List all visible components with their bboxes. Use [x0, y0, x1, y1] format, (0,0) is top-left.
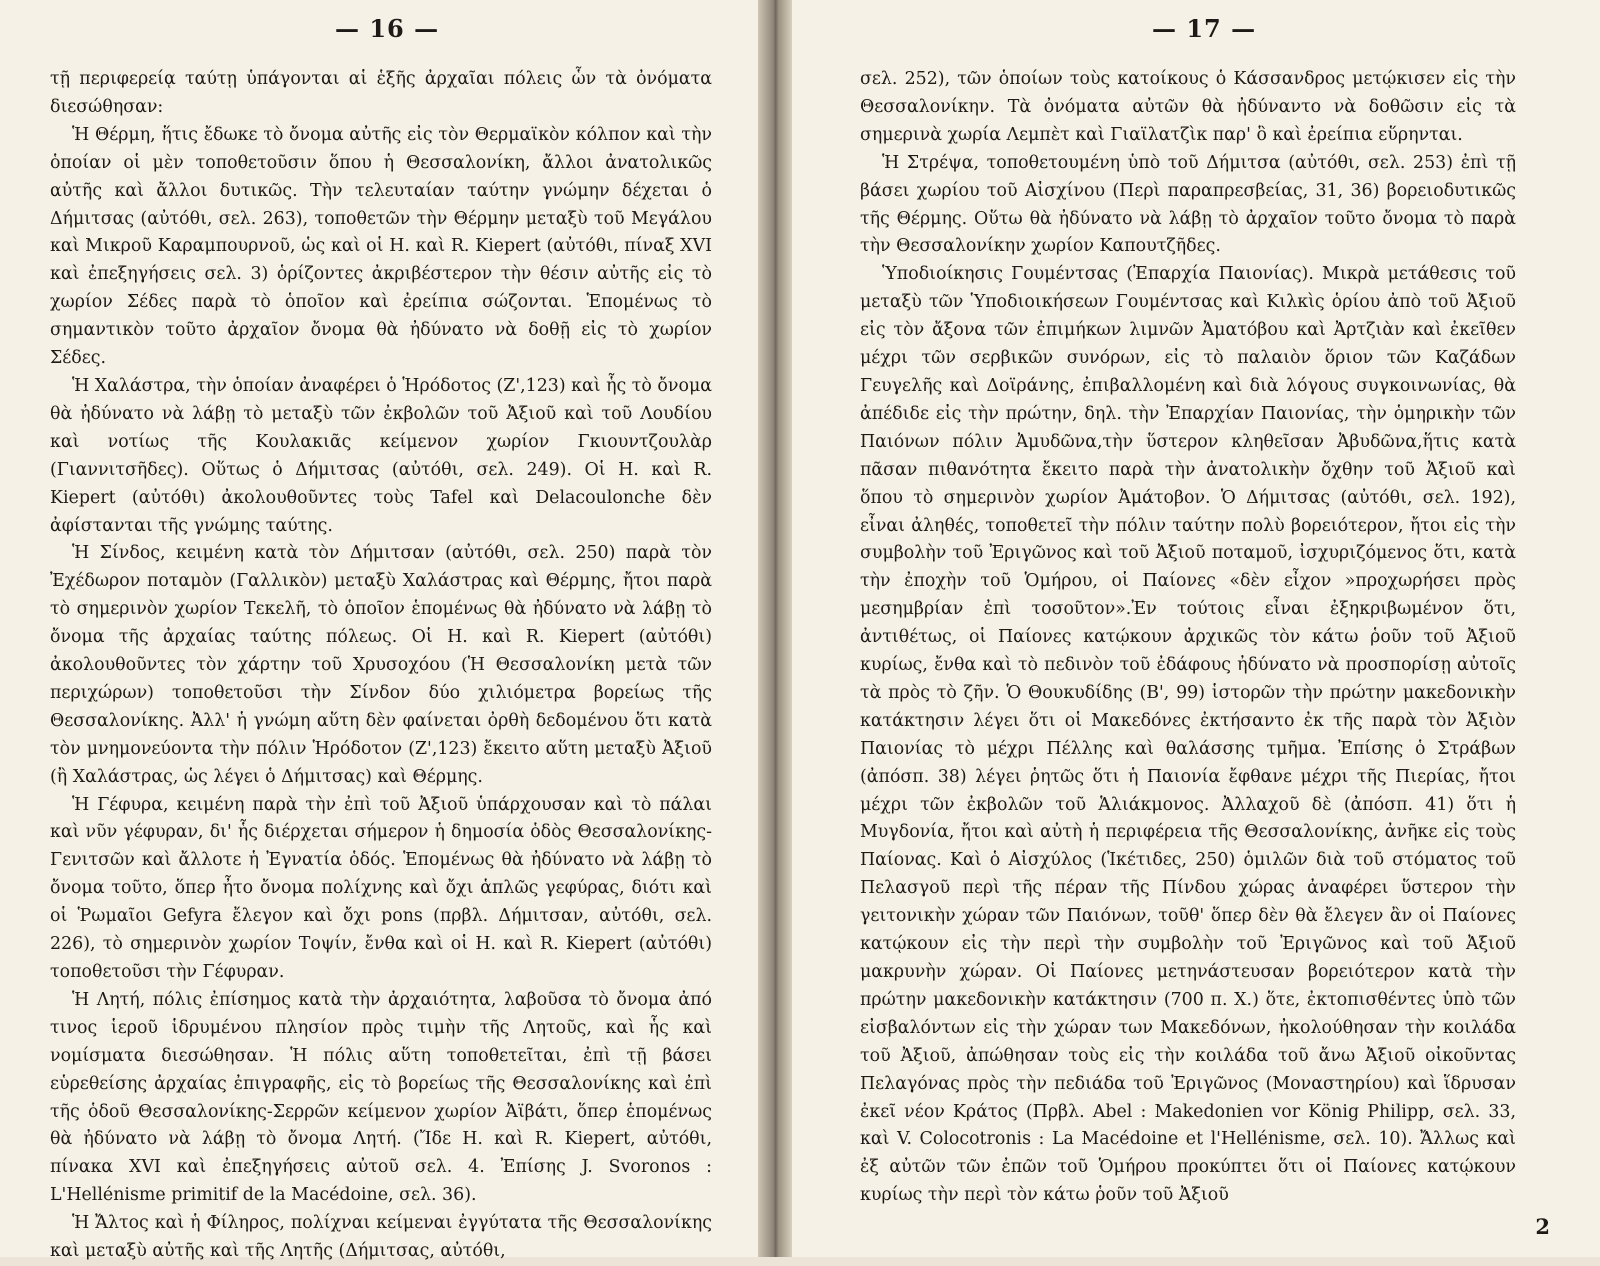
paragraph: τῇ περιφερείᾳ ταύτῃ ὑπάγονται αἱ ἑξῆς ἀρχαῖαι πόλεις ὧν τὰ ὀνόματα διεσώθησαν:: [50, 69, 712, 117]
page-number-left: — 16 —: [335, 14, 440, 43]
paragraph: Ὑποδιοίκησις Γουμέντσας (Ἐπαρχία Παιονίας). Μικρὰ μετάθεσις τοῦ μεταξὺ τῶν Ὑποδιοικήσεων Γουμέντσας καὶ Κιλκὶς ὁρίου ἀπὸ τοῦ Ἀξιοῦ εἰς τὸν ἄξονα τῶν ἐπιμήκων λιμνῶν Ἀματόβου καὶ Ἀρτζιὰν καὶ ἐκεῖθεν μέχρι τῶν σερβικῶν συνόρων, εἰς τὸ παλαιὸν ὅριον τῶν Καζάδων Γευγελῆς καὶ Δοϊράνης, ἐπιβαλλομένη καὶ διὰ λόγους συγκοινωνίας, θὰ ἀπέδιδε εἰς τὴν πρώτην, δηλ. τὴν Ἐπαρχίαν Παιονίας, τὴν ὁμηρικὴν τῶν Παιόνων πόλιν Ἀμυδῶνα,τὴν ὕστερον κληθεῖσαν Ἀβυδῶνα,ἥτις κατὰ πᾶσαν πιθανότητα ἔκειτο παρὰ τὴν ἀνατολικὴν ὄχθην τοῦ Ἀξιοῦ καὶ ὅπου τὸ σημερινὸν χωρίον Ἀμάτοβον. Ὁ Δήμιτσας (αὐτόθι, σελ. 192), εἶναι ἀληθές, τοποθετεῖ τὴν πόλιν ταύτην πολὺ βορειότερον, ἤτοι εἰς τὴν συμβολὴν τοῦ Ἐριγῶνος καὶ τοῦ Ἀξιοῦ ποταμοῦ, ἰσχυριζόμενος ὅτι, κατὰ τὴν ἐποχὴν τοῦ Ὁμήρου, οἱ Παίονες «δὲν εἶχον »προχωρήσει πρὸς μεσημβρίαν ἐπὶ τοσοῦτον».Ἐν τούτοις εἶναι ἐξηκριβωμένον ὅτι, ἀντιθέτως, οἱ Παίονες κατῴκουν ἀρχικῶς τὸν κάτω ῥοῦν τοῦ Ἀξιοῦ κυρίως, ἔνθα καὶ τὸ πεδινὸν τοῦ ἐδάφους ἠδύνατο νὰ προσπορίσῃ αὐτοῖς τὰ πρὸς τὸ ζῆν. Ὁ Θουκυδίδης (Β', 99) ἱστορῶν τὴν πρώτην μακεδονικὴν κατάκτησιν λέγει ὅτι οἱ Μακεδόνες ἐκτήσαντο ἐκ τῆς παρὰ τὸν Ἀξιὸν Παιονίας τὸ μέχρι Πέλλης καὶ θαλάσσης τμῆμα. Ἐπίσης ὁ Στράβων (ἀπόσπ. 38) λέγει ῥητῶς ὅτι ἡ Παιονία ἔφθανε μέχρι τῆς Πιερίας, ἤτοι μέχρι τῶν ἐκβολῶν τοῦ Ἁλιάκμονος. Ἀλλαχοῦ δὲ (ἀπόσπ. 41) ὅτι ἡ Μυγδονία, ἤτοι καὶ αὐτὴ ἡ περιφέρεια τῆς Θεσσαλονίκης, ἀνῆκε εἰς τοὺς Παίονας. Καὶ ὁ Αἰσχύλος (Ἱκέτιδες, 250) ὁμιλῶν διὰ τοῦ στόματος τοῦ Πελασγοῦ περὶ τῆς πέραν τῆς Πίνδου χώρας ἀναφέρει ὕστερον τὴν γειτονικὴν χώραν τῶν Παιόνων, τοῦθ' ὅπερ δὲν θὰ ἔλεγεν ἂν οἱ Παίονες κατῴκουν εἰς τὴν περὶ τὴν συμβολὴν τοῦ Ἐριγῶνος καὶ τοῦ Ἀξιοῦ μακρυνὴν χώραν. Οἱ Παίονες μετηνάστευσαν βορειότερον κατὰ τὴν πρώτην μακεδονικὴν κατάκτησιν (700 π. Χ.) ὅτε, ἐκτοπισθέντες ὑπὸ τῶν εἰσβαλόντων εἰς τὴν χώραν των Μακεδόνων, ἠκολούθησαν τὴν κοιλάδα τοῦ Ἀξιοῦ, ἀπώθησαν τοὺς εἰς τὴν κοιλάδα τοῦ ἄνω Ἀξιοῦ οἰκοῦντας Πελαγόνας πρὸς τὴν πεδιάδα τοῦ Ἐριγῶνος (Μοναστηρίου) καὶ ἵδρυσαν ἐκεῖ νέον Κράτος (Πρβλ. Abel : Makedonien vor König Philipp, σελ. 33, καὶ V. Colocotronis : La Macédoine et l'Hellénisme, σελ. 10). Ἄλλως καὶ ἐξ αὐτῶν τῶν ἐπῶν τοῦ Ὁμήρου προκύπτει ὅτι οἱ Παίονες κατῴκουν κυρίως τὴν περὶ τὸν κάτω ῥοῦν τοῦ Ἀξιοῦ: [860, 264, 1516, 1206]
page-number-right: — 17 —: [1152, 14, 1257, 43]
left-page-text: [50, 66, 712, 1266]
paragraph: σελ. 252), τῶν ὁποίων τοὺς κατοίκους ὁ Κάσσανδρος μετῴκισεν εἰς τὴν Θεσσαλονίκην. Τὰ ὀνόματα αὐτῶν θὰ ἠδύναντο νὰ δοθῶσιν εἰς τὰ σημερινὰ χωρία Λεμπὲτ καὶ Γιαϊλατζὶκ παρ' ὃ καὶ ἐρείπια εὕρηνται.: [860, 69, 1516, 145]
paragraph: Ἡ Λητή, πόλις ἐπίσημος κατὰ τὴν ἀρχαιότητα, λαβοῦσα τὸ ὄνομα ἀπό τινος ἱεροῦ ἱδρυμένου πλησίον πρὸς τιμὴν τῆς Λητοῦς, καὶ ἧς καὶ νομίσματα διεσώθησαν. Ἡ πόλις αὕτη τοποθετεῖται, ἐπὶ τῇ βάσει εὑρεθείσης ἀρχαίας ἐπιγραφῆς, εἰς τὸ βορείως τῆς Θεσσαλονίκης καὶ ἐπὶ τῆς ὁδοῦ Θεσσαλονίκης-Σερρῶν κείμενον χωρίον Ἀϊβάτι, ὅπερ ἑπομένως θὰ ἠδύνατο νὰ λάβῃ τὸ ὄνομα Λητή. (Ἴδε Η. καὶ R. Kiepert, αὐτόθι, πίνακα XVI καὶ ἐπεξηγήσεις αὐτοῦ σελ. 4. Ἐπίσης J. Svoronos : L'Hellénisme primitif de la Macédoine, σελ. 36).: [50, 989, 712, 1206]
paragraph: Ἡ Ἄλτος καὶ ἡ Φίληρος, πολίχναι κείμεναι ἐγγύτατα τῆς Θεσσαλονίκης καὶ μεταξὺ αὐτῆς καὶ τῆς Λητῆς (Δήμιτσας, αὐτόθι,: [50, 1213, 712, 1262]
paragraph: Ἡ Γέφυρα, κειμένη παρὰ τὴν ἐπὶ τοῦ Ἀξιοῦ ὑπάρχουσαν καὶ τὸ πάλαι καὶ νῦν γέφυραν, δι' ἧς διέρχεται σήμερον ἡ δημοσία ὁδὸς Θεσσαλονίκης-Γενιτσῶν καὶ ἄλλοτε ἡ Ἐγνατία ὁδός. Ἑπομένως θὰ ἠδύνατο νὰ λάβῃ τὸ ὄνομα τοῦτο, ὅπερ ἦτο ὄνομα πολίχνης καὶ ὄχι ἁπλῶς γεφύρας, διότι καὶ οἱ Ῥωμαῖοι Gefyra ἔλεγον καὶ ὄχι pons (πρβλ. Δήμιτσαν, αὐτόθι, σελ. 226), τὸ σημερινὸν χωρίον Τοψίν, ἔνθα καὶ οἱ Η. καὶ R. Kiepert (αὐτόθι) τοποθετοῦσι τὴν Γέφυραν.: [50, 794, 712, 982]
left-page: [0, 0, 758, 1262]
book-gutter: [758, 0, 792, 1257]
right-page-text: [860, 66, 1516, 1210]
signature-mark: 2: [1535, 1214, 1550, 1239]
paragraph: Ἡ Θέρμη, ἥτις ἔδωκε τὸ ὄνομα αὐτῆς εἰς τὸν Θερμαϊκὸν κόλπον καὶ τὴν ὁποίαν οἱ μὲν τοποθετοῦσιν ὅπου ἡ Θεσσαλονίκη, ἄλλοι ἀνατολικῶς αὐτῆς καὶ ἄλλοι δυτικῶς. Τὴν τελευταίαν ταύτην γνώμην δέχεται ὁ Δήμιτσας (αὐτόθι, σελ. 263), τοποθετῶν τὴν Θέρμην μεταξὺ τοῦ Μεγάλου καὶ Μικροῦ Καραμπουρνοῦ, ὡς καὶ οἱ Η. καὶ R. Kiepert (αὐτόθι, πίναξ XVI καὶ ἐπεξηγήσεις σελ. 3) ὁρίζοντες ἀκριβέστερον τὴν θέσιν αὐτῆς εἰς τὸ χωρίον Σέδες παρὰ τὸ ὁποῖον καὶ ἐρείπια σώζονται. Ἑπομένως τὸ σημαντικὸν τοῦτο ἀρχαῖον ὄνομα θὰ ἠδύνατο νὰ δοθῇ εἰς τὸ χωρίον Σέδες.: [50, 124, 712, 369]
right-page: [792, 0, 1600, 1257]
paragraph: Ἡ Χαλάστρα, τὴν ὁποίαν ἀναφέρει ὁ Ἡρόδοτος (Ζ',123) καὶ ἧς τὸ ὄνομα θὰ ἠδύνατο νὰ λάβῃ τὸ μεταξὺ τῶν ἐκβολῶν τοῦ Ἀξιοῦ καὶ τοῦ Λουδίου καὶ νοτίως τῆς Κουλακιᾶς κείμενον χωρίον Γκιουντζουλὰρ (Γιαννιτσῆδες). Οὕτως ὁ Δήμιτσας (αὐτόθι, σελ. 249). Οἱ Η. καὶ R. Kiepert (αὐτόθι) ἀκολουθοῦντες τοὺς Tafel καὶ Delacoulonche δὲν ἀφίστανται τῆς γνώμης ταύτης.: [50, 375, 712, 536]
paragraph: Ἡ Σίνδος, κειμένη κατὰ τὸν Δήμιτσαν (αὐτόθι, σελ. 250) παρὰ τὸν Ἐχέδωρον ποταμὸν (Γαλλικὸν) μεταξὺ Χαλάστρας καὶ Θέρμης, ἤτοι παρὰ τὸ σημερινὸν χωρίον Τεκελῆ, τὸ ὁποῖον ἑπομένως θὰ ἠδύνατο νὰ λάβῃ τὸ ὄνομα τῆς ἀρχαίας ταύτης πόλεως. Οἱ Η. καὶ R. Kiepert (αὐτόθι) ἀκολουθοῦντες τὸν χάρτην τοῦ Χρυσοχόου (Ἡ Θεσσαλονίκη μετὰ τῶν περιχώρων) τοποθετοῦσι τὴν Σίνδον δύο χιλιόμετρα βορείως τῆς Θεσσαλονίκης. Ἀλλ' ἡ γνώμη αὕτη δὲν φαίνεται ὀρθὴ δεδομένου ὅτι κατὰ τὸν μνημονεύοντα τὴν πόλιν Ἡρόδοτον (Ζ',123) ἔκειτο αὕτη μεταξὺ Ἀξιοῦ (ἢ Χαλάστρας, ὡς λέγει ὁ Δήμιτσας) καὶ Θέρμης.: [50, 543, 712, 787]
paragraph: Ἡ Στρέψα, τοποθετουμένη ὑπὸ τοῦ Δήμιτσα (αὐτόθι, σελ. 253) ἐπὶ τῇ βάσει χωρίου τοῦ Αἰσχίνου (Περὶ παραπρεσβείας, 31, 36) βορειοδυτικῶς τῆς Θέρμης. Οὕτω θὰ ἠδύνατο νὰ λάβῃ τὸ ἀρχαῖον τοῦτο ὄνομα τὸ παρὰ τὴν Θεσσαλονίκην χωρίον Καπουτζῆδες.: [860, 152, 1516, 257]
